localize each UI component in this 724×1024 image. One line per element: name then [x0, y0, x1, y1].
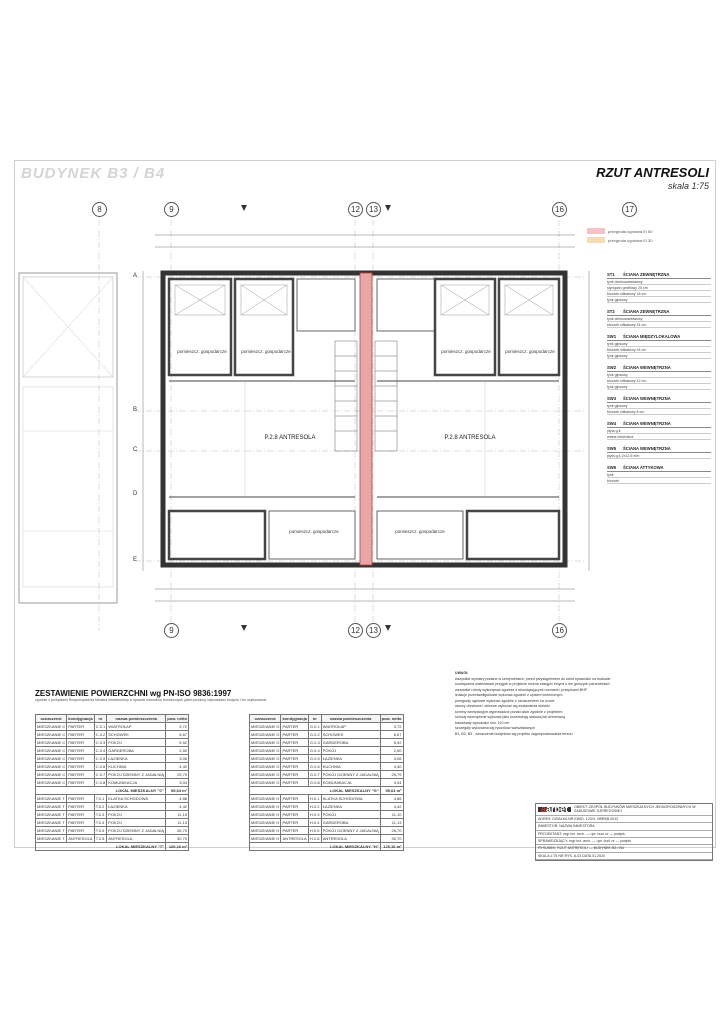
note-item: wszystkie roboty wykonywać zgodnie z obowiązującymi normami i przepisami BHP — [455, 687, 588, 692]
spec-row: bloczek silikatowy 12 cm — [607, 378, 711, 384]
grid-axis-12-bottom: 12 — [348, 623, 363, 638]
legend-item — [587, 228, 652, 234]
room-label: pomieszcz. gospodarcze — [289, 529, 339, 534]
floor-plan — [15, 191, 595, 651]
room-label: pomieszcz. gospodarcze — [441, 349, 491, 354]
room-label: pomieszcz. gospodarcze — [505, 349, 555, 354]
legend-label: przegroda ogniowa EI 60 — [608, 228, 653, 234]
title-block-rows — [536, 816, 712, 860]
main-room-left: P.2.8 ANTRESOLA — [264, 435, 316, 441]
table-row: MIESZKANIE C PARTER C.0.1 WIATROŁAP 3,72 — [37, 723, 188, 729]
area-schedule-subtitle: zgodnie z przepisami Rozporządzenia Ministra Infrastruktury w sprawie warunków technicznych jakim powinny odpowiadać budynki i ich usytuowanie — [35, 698, 267, 702]
spec-heading: SW1 ŚCIANA MIĘDZYLOKALOWA — [607, 333, 711, 341]
notes-list — [455, 677, 709, 737]
table-row: MIESZKANIE G PARTER G.0.1 WIATROŁAP 3,72 — [251, 723, 402, 729]
table-row: MIESZKANIE T PARTER T.0.2 ŁAZIENKA 4,42 — [37, 803, 188, 809]
spec-row: tynk gipsowy — [607, 353, 711, 359]
building-label: BUDYNEK B3 / B4 — [21, 165, 166, 182]
grid-axis-e: E — [133, 557, 138, 563]
grid-axis-13-bottom: 13 — [366, 623, 381, 638]
spec-row: bloczek — [607, 478, 711, 484]
spec-heading: SW5 ŚCIANA WEWNĘTRZNA — [607, 445, 711, 453]
table-row: MIESZKANIE H PARTER H.0.3 POKÓJ 11,10 — [251, 811, 402, 817]
title-block-row: SKALA 1:75 NR RYS. A-03 DATA 01.2020 — [536, 853, 712, 860]
spec-row: tynk gipsowy — [607, 372, 711, 378]
note-item: schody wewnętrzne wykonać jako konstrukcję stalową lub drewnianą — [455, 715, 565, 719]
title-block-project: OBIEKT: ZESPÓŁ BUDYNKÓW MIESZKALNYCH JEDNORODZINNYCH W ZABUDOWIE SZEREGOWEJ — [574, 805, 696, 814]
table-row: MIESZKANIE H PARTER H.0.4 GARDEROBA 11,13 — [251, 819, 402, 825]
grid-axis-16-bottom: 16 — [552, 623, 567, 638]
table-row: MIESZKANIE C PARTER C.0.4 GARDEROBA 2,50 — [37, 747, 188, 753]
spec-row: tynk — [607, 472, 711, 478]
table-row: MIESZKANIE G PARTER G.0.3 GARDEROBA 5,92 — [251, 739, 402, 745]
spec-heading: ST1 ŚCIANA ZEWNĘTRZNA — [607, 271, 711, 279]
grid-axis-d: D — [133, 491, 138, 497]
table-row: MIESZKANIE H PARTER H.0.5 POKÓJ DZIENNY Z JADALNIĄ 26,70 — [251, 827, 402, 833]
spec-row: styropian grafitowy 20 cm — [607, 285, 711, 291]
note-item: kominy wentylacyjne wyprowadzić ponad dach zgodnie z projektem — [455, 709, 563, 714]
title-block-row: PROJEKTANT: mgr inż. arch. — upr. bud. nr — podpis — [536, 831, 712, 838]
table-row: MIESZKANIE G PARTER G.0.2 SCHOWEK 6,67 — [251, 731, 402, 737]
drawing-sheet — [14, 160, 716, 858]
note-item: otwory drzwiowe i okienne wykonać wg zestawienia stolarki — [455, 704, 550, 708]
table-row: MIESZKANIE H ANTRESOLA H.2.8 ANTRESOLA 30,70 — [251, 835, 402, 841]
legend-label: przegroda ogniowa EI 30 — [608, 237, 653, 243]
table-row: MIESZKANIE T PARTER T.0.4 POKÓJ 11,13 — [37, 819, 188, 825]
spec-row: tynk gipsowy — [607, 297, 711, 303]
table-total-row: LOKAL MIESZKALNY "T" 120,16 m² — [36, 843, 189, 851]
neighbor-building-left — [19, 273, 117, 603]
note-item: B1, B2, B3 - oznaczenia budynków wg projektu zagospodarowania terenu — [455, 731, 573, 736]
drawing-scale: skala 1:75 — [667, 181, 709, 191]
note-item: izolacje przeciwwilgociowe wykonać zgodnie z opisem technicznym — [455, 693, 563, 697]
spec-heading: SW2 ŚCIANA WEWNĘTRZNA — [607, 364, 711, 372]
table-row: MIESZKANIE G PARTER G.0.8 KOMUNIKACJA 3,04 — [251, 779, 402, 785]
note-item: balustrady wysokości min. 110 cm — [455, 720, 510, 725]
wall-spec-panel — [607, 271, 711, 484]
table-row: MIESZKANIE G PARTER G.0.7 POKÓJ DZIENNY Z JADALNIĄ 25,79 — [251, 771, 402, 777]
grid-axis-9-bottom: 9 — [164, 623, 179, 638]
grid-axis-12: 12 — [348, 202, 363, 217]
area-schedule — [35, 689, 275, 702]
table-row: MIESZKANIE T PARTER T.0.5 POKÓJ DZIENNY Z JADALNIĄ 26,70 — [37, 827, 188, 833]
grid-axis-8: 8 — [92, 202, 107, 217]
area-table-right: oznaczenie kondygnacja nr nazwa pomieszczenia pow. netto MIESZKANIE G PARTER G.0.1 WIATROŁAP 3,72 MIESZKANIE G PARTER G.0.2 SCHOWEK 6,67 MIESZKANIE G PARTER G.0.3 GARDEROBA 5,92 MIESZKANIE G PARTER G.0.4 POKÓJ 2,50 MIESZKANIE G PARTER G.0.5 ŁAZIENKA 3,06 MIESZKANIE G PARTER G.0.6 KUCHNIA 4,40 MIESZKANIE G PARTER G.0.7 POKÓJ DZIENNY Z JADALNIĄ 25,79 MIESZKANIE G PARTER G.0.8 KOMUNIKACJA 3,04 LOKAL MIESZKALNY "G" 55,64 m² MIESZKANIE H PARTER H.0.1 KLATKA SCHODOWA 4,86 MIESZKANIE H PARTER H.0.2 ŁAZIENKA 4,42 MIESZKANIE H PARTER H.0.3 POKÓJ 11,10 MIESZKANIE H PARTER H.0.4 GARDEROBA 11,13 MIESZKANIE H PARTER H.0.5 POKÓJ DZIENNY Z JADALNIĄ 26,70 MIESZKANIE H ANTRESOLA H.2.8 ANTRESOLA 30,70 LOKAL MIESZKALNY "H" 120,16 m² — [251, 715, 402, 849]
spec-heading: SW6 ŚCIANA ATTYKOWA — [607, 464, 711, 472]
area-table-left: oznaczenie kondygnacja nr nazwa pomieszczenia pow. netto MIESZKANIE C PARTER C.0.1 WIATROŁAP 3,72 MIESZKANIE C PARTER C.0.2 SCHOWEK 6,67 MIESZKANIE C PARTER C.0.3 POKÓJ 5,92 MIESZKANIE C PARTER C.0.4 GARDEROBA 2,50 MIESZKANIE C PARTER C.0.5 ŁAZIENKA 3,06 MIESZKANIE C PARTER C.0.6 KUCHNIA 4,40 MIESZKANIE C PARTER C.0.7 POKÓJ DZIENNY Z JADALNIĄ 25,79 MIESZKANIE C PARTER C.0.8 KOMUNIKACJA 3,04 LOKAL MIESZKALNY "C" 55,64 m² MIESZKANIE T PARTER T.0.1 KLATKA SCHODOWA 4,86 MIESZKANIE T PARTER T.0.2 ŁAZIENKA 4,42 MIESZKANIE T PARTER T.0.3 POKÓJ 11,10 MIESZKANIE T PARTER T.0.4 POKÓJ 11,13 MIESZKANIE T PARTER T.0.5 POKÓJ DZIENNY Z JADALNIĄ 26,70 MIESZKANIE T ANTRESOLA T.2.8 ANTRESOLA 30,70 LOKAL MIESZKALNY "T" 120,16 m² — [37, 715, 188, 849]
spec-row: płyta g-k 2x12,5 mm — [607, 453, 711, 459]
table-total-row: LOKAL MIESZKALNY "G" 55,64 m² — [250, 787, 404, 795]
table-row: MIESZKANIE C PARTER C.0.6 KUCHNIA 4,40 — [37, 763, 188, 769]
spec-row: płyta g-k — [607, 428, 711, 434]
grid-axis-c: C — [133, 447, 138, 453]
title-block-row: ADRES: DZIAŁKA NR EWID. 123/4, OBRĘB 0012 — [536, 816, 712, 823]
table-row: MIESZKANIE C PARTER C.0.5 ŁAZIENKA 3,06 — [37, 755, 188, 761]
table-row: MIESZKANIE G PARTER G.0.6 KUCHNIA 4,40 — [251, 763, 402, 769]
table-row: MIESZKANIE H PARTER H.0.1 KLATKA SCHODOWA 4,86 — [251, 795, 402, 801]
legend-item — [587, 237, 652, 243]
room-label: pomieszcz. gospodarcze — [395, 529, 445, 534]
title-block-row: INWESTOR: NAZWA INWESTORA — [536, 823, 712, 830]
spec-row: tynk gipsowy — [607, 384, 711, 390]
spec-row: bloczek silikatowy 24 cm — [607, 322, 711, 328]
spec-row: tynk cienkowarstwowy — [607, 316, 711, 322]
main-room-right: P.2.8 ANTRESOLA — [444, 435, 496, 441]
spec-row: tynk gipsowy — [607, 403, 711, 409]
spec-row: bloczek silikatowy 8 cm — [607, 409, 711, 415]
spec-row: bloczek silikatowy 24 cm — [607, 347, 711, 353]
table-row: MIESZKANIE G PARTER G.0.5 ŁAZIENKA 3,06 — [251, 755, 402, 761]
area-schedule-title: ZESTAWIENIE POWIERZCHNI wg PN-ISO 9836:1997 — [35, 689, 232, 698]
drawing-title: RZUT ANTRESOLI — [596, 165, 709, 180]
spec-row: tynk gipsowy — [607, 341, 711, 347]
note-item: rozwiązania materiałowe przyjęte w projekcie można zastąpić innymi o nie gorszych parametrach — [455, 682, 610, 686]
area-table-left-wrap — [35, 714, 189, 851]
spec-row: wełna mineralna — [607, 434, 711, 440]
grid-axis-a: A — [133, 273, 138, 279]
room-label: pomieszcz. gospodarcze — [241, 349, 291, 354]
fire-legend — [587, 228, 652, 243]
area-table-right-wrap — [249, 714, 404, 851]
table-row: MIESZKANIE T ANTRESOLA T.2.8 ANTRESOLA 30,70 — [37, 835, 188, 841]
grid-axis-13: 13 — [366, 202, 381, 217]
note-item: wszystkie wymiary podane w centymetrach, przed przystąpieniem do robót sprawdzić na budowie — [455, 676, 611, 681]
table-row: MIESZKANIE C PARTER C.0.7 POKÓJ DZIENNY Z JADALNIĄ 25,79 — [37, 771, 188, 777]
spec-row: bloczek silikatowy 18 cm — [607, 291, 711, 297]
note-item: przegrody ogniowe wykonać zgodnie z oznaczeniem na rzucie — [455, 698, 555, 703]
notes-title: UWAGI: — [455, 671, 469, 675]
table-row: MIESZKANIE C PARTER C.0.3 POKÓJ 5,92 — [37, 739, 188, 745]
grid-axis-17: 17 — [622, 202, 637, 217]
company-logo: aarbet — [538, 807, 571, 811]
table-total-row: LOKAL MIESZKALNY "C" 55,64 m² — [36, 787, 189, 795]
table-total-row: LOKAL MIESZKALNY "H" 120,16 m² — [250, 843, 404, 851]
grid-axis-b: B — [133, 407, 138, 413]
title-block — [535, 803, 713, 861]
title-block-row: SPRAWDZAJĄCY: mgr inż. arch. — upr. bud. nr — podpis — [536, 838, 712, 845]
grid-axis-9: 9 — [164, 202, 179, 217]
room-label: pomieszcz. gospodarcze — [177, 349, 227, 354]
table-row: MIESZKANIE G PARTER G.0.4 POKÓJ 2,50 — [251, 747, 402, 753]
spec-heading: ST2 ŚCIANA ZEWNĘTRZNA — [607, 308, 711, 316]
notes — [455, 671, 709, 737]
table-row: MIESZKANIE H PARTER H.0.2 ŁAZIENKA 4,42 — [251, 803, 402, 809]
table-row: MIESZKANIE T PARTER T.0.3 POKÓJ 11,10 — [37, 811, 188, 817]
spec-heading: SW4 ŚCIANA WEWNĘTRZNA — [607, 420, 711, 428]
title-block-row: RYSUNEK: RZUT ANTRESOLI — BUDYNEK B3 / B4 — [536, 845, 712, 852]
table-row: MIESZKANIE C PARTER C.0.2 SCHOWEK 6,67 — [37, 731, 188, 737]
spec-row: tynk cienkowarstwowy — [607, 279, 711, 285]
table-row: MIESZKANIE C PARTER C.0.8 KOMUNIKACJA 3,04 — [37, 779, 188, 785]
note-item: szczegóły wykonania wg rysunków warsztatowych — [455, 726, 536, 730]
grid-axis-16: 16 — [552, 202, 567, 217]
spec-heading: SW3 ŚCIANA WEWNĘTRZNA — [607, 395, 711, 403]
table-row: MIESZKANIE T PARTER T.0.1 KLATKA SCHODOWA 4,86 — [37, 795, 188, 801]
walls — [163, 273, 565, 565]
